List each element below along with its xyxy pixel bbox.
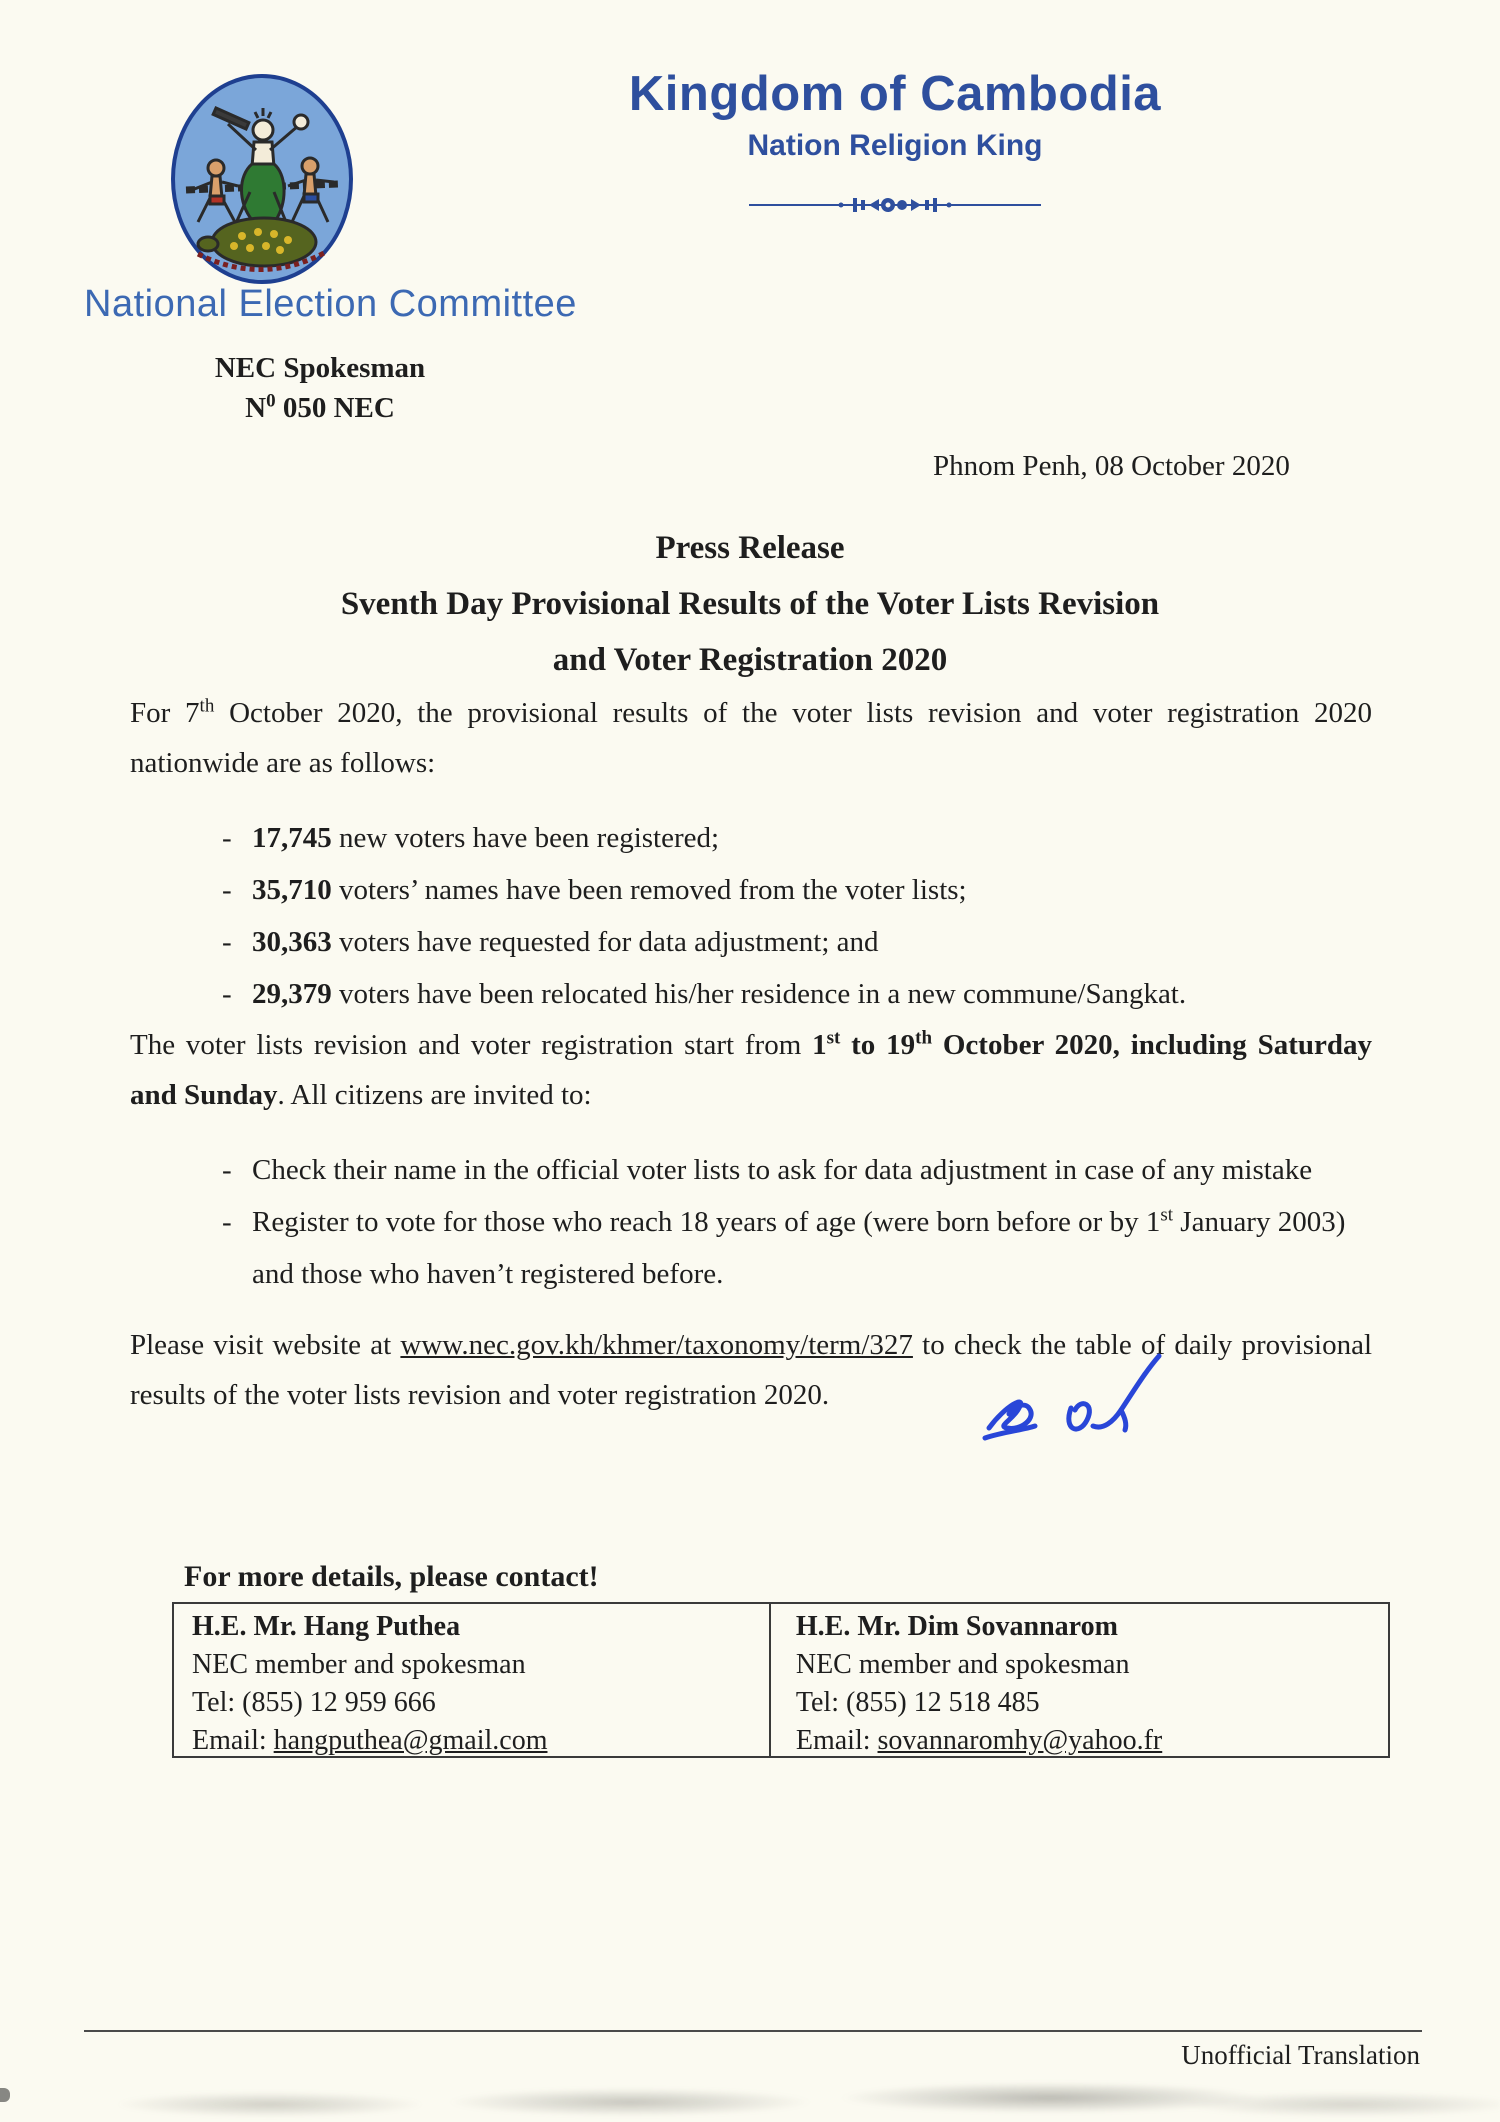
scan-artifact [0, 2078, 1500, 2122]
doc-number: $N^0$ 050 NEC [245, 390, 395, 424]
nec-emblem-icon [168, 72, 356, 286]
list-item: - 17,745 new voters have been registered; [130, 812, 1372, 864]
footer-divider [84, 2030, 1422, 2032]
ornament-divider [560, 194, 1230, 221]
list-item: - Check their name in the official voter lists to ask for data adjustment in case of any mistake [130, 1144, 1372, 1196]
contact-role: NEC member and spokesman [192, 1649, 526, 1680]
nec-website-link[interactable]: www.nec.gov.kh/khmer/taxonomy/term/327 [400, 1329, 913, 1361]
document-title [0, 520, 1500, 688]
document-body [130, 688, 1372, 1420]
contact-card [769, 1604, 1388, 1756]
website-paragraph: Please visit website at www.nec.gov.kh/khmer/taxonomy/term/327 to check the table of daily provisional results of the voter lists revision and voter registration 2020. [130, 1329, 1373, 1411]
results-list [130, 812, 1372, 1020]
email-link[interactable]: sovannaromhy@yahoo.fr [877, 1725, 1163, 1756]
contact-email-row: Email: hangputhea@gmail.com [192, 1725, 548, 1756]
email-link[interactable]: hangputhea@gmail.com [273, 1725, 548, 1756]
title-line-1: Press Release [655, 530, 845, 566]
date-line: Phnom Penh, 08 October 2020 [933, 450, 1290, 482]
dash-bullet: - [222, 978, 232, 1010]
kingdom-title: Kingdom of Cambodia [628, 67, 1162, 121]
list-item: - 35,710 voters’ names have been removed from the voter lists; [130, 864, 1372, 916]
ornament-divider-icon [745, 194, 1045, 216]
contact-role: NEC member and spokesman [795, 1649, 1130, 1680]
title-line-2: Sventh Day Provisional Results of the Voter Lists Revision [340, 586, 1160, 622]
spokesman-title: NEC Spokesman [214, 352, 426, 384]
list-item: - 29,379 voters have been relocated his/her residence in a new commune/Sangkat. [130, 968, 1372, 1020]
contact-heading: For more details, please contact! [184, 1560, 599, 1593]
dash-bullet: - [222, 1206, 232, 1238]
scan-corner-mark [0, 2088, 10, 2102]
contact-email-row: Email: sovannaromhy@yahoo.fr [795, 1725, 1163, 1756]
contact-tel: Tel: (855) 12 518 485 [795, 1687, 1040, 1718]
list-item: - 30,363 voters have requested for data adjustment; and [130, 916, 1372, 968]
signature-ink-icon [975, 1348, 1185, 1448]
spokesman-block [130, 348, 510, 428]
motto-line: Nation Religion King [747, 129, 1043, 162]
nec-emblem-logo [168, 72, 356, 286]
dash-bullet: - [222, 874, 232, 906]
dash-bullet: - [222, 822, 232, 854]
national-header [560, 66, 1230, 221]
invitation-list [130, 1144, 1372, 1300]
handwritten-initials [975, 1348, 1185, 1453]
contact-table [172, 1602, 1390, 1758]
contact-name: H.E. Mr. Dim Sovannarom [795, 1611, 1118, 1642]
footer-note: Unofficial Translation [1181, 2040, 1420, 2070]
contact-card [174, 1604, 769, 1756]
dash-bullet: - [222, 926, 232, 958]
committee-name: National Election Committee [84, 283, 577, 325]
title-line-3: and Voter Registration 2020 [552, 642, 948, 678]
contact-tel: Tel: (855) 12 959 666 [192, 1687, 436, 1718]
dash-bullet: - [222, 1154, 232, 1186]
intro-paragraph: For 7th October 2020, the provisional results of the voter lists revision and voter registration 2020 nationwide are as follows: [130, 695, 1372, 779]
period-paragraph: The voter lists revision and voter registration start from 1st to 19th October 2020, including Saturday and Sunday. All citizens are invited to: [130, 1027, 1372, 1111]
contact-name: H.E. Mr. Hang Puthea [192, 1611, 461, 1642]
list-item: - Register to vote for those who reach 18 years of age (were born before or by 1st January 2003) and those who haven’t registered before. [130, 1196, 1372, 1300]
